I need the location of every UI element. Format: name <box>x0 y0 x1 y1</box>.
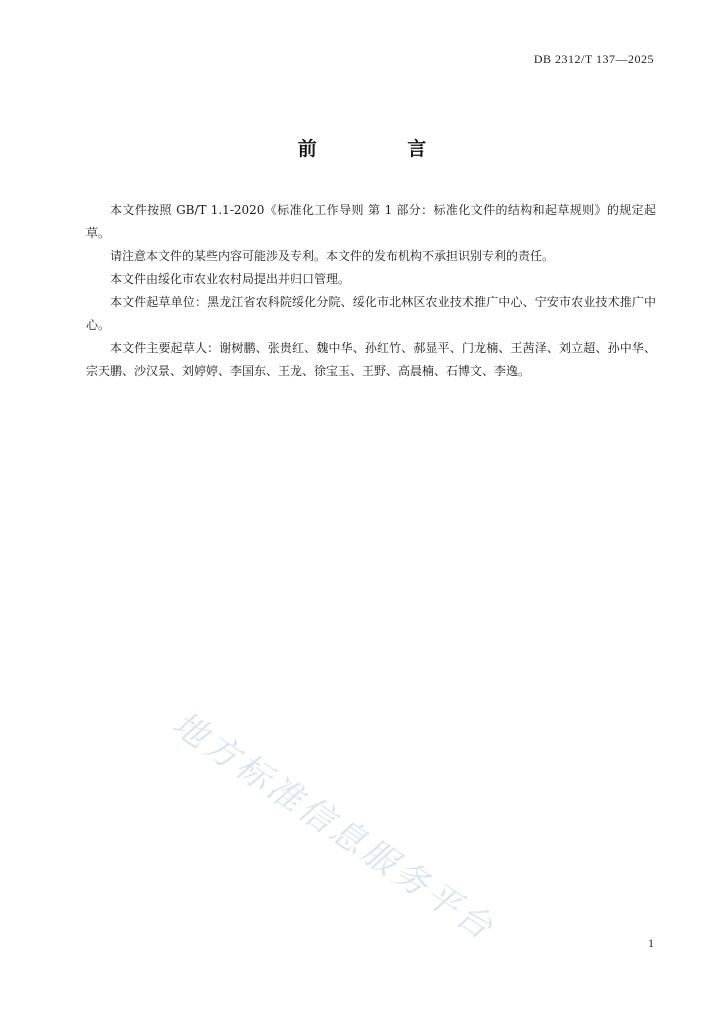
watermark: 地方标准信息服务平台 <box>164 703 503 950</box>
page-number: 1 <box>648 936 654 950</box>
paragraph-drafting-rules: 本文件按照 GB/T 1.1-2020《标准化工作导则 第 1 部分：标准化文件的结构和起草规则》的规定起草。 <box>86 203 656 240</box>
page-title: 前 言 <box>297 138 469 160</box>
paragraph-drafting-units: 本文件起草单位：黑龙江省农科院绥化分院、绥化市北林区农业技术推广中心、宁安市农业技术推广中心。 <box>86 295 656 332</box>
paragraph-patent-notice: 请注意本文件的某些内容可能涉及专利。本文件的发布机构不承担识别专利的责任。 <box>110 249 555 263</box>
standard-code: DB 2312/T 137—2025 <box>533 52 654 66</box>
paragraph-drafters: 本文件主要起草人：谢树鹏、张贵红、魏中华、孙红竹、郝显平、门龙楠、王茜泽、刘立超、孙中华、宗天鹏、沙汉景、刘婷婷、李国东、王龙、徐宝玉、王野、高晨楠、石博文、李逸。 <box>86 341 656 378</box>
paragraph-proposer: 本文件由绥化市农业农村局提出并归口管理。 <box>110 272 351 286</box>
document-body <box>86 199 656 383</box>
